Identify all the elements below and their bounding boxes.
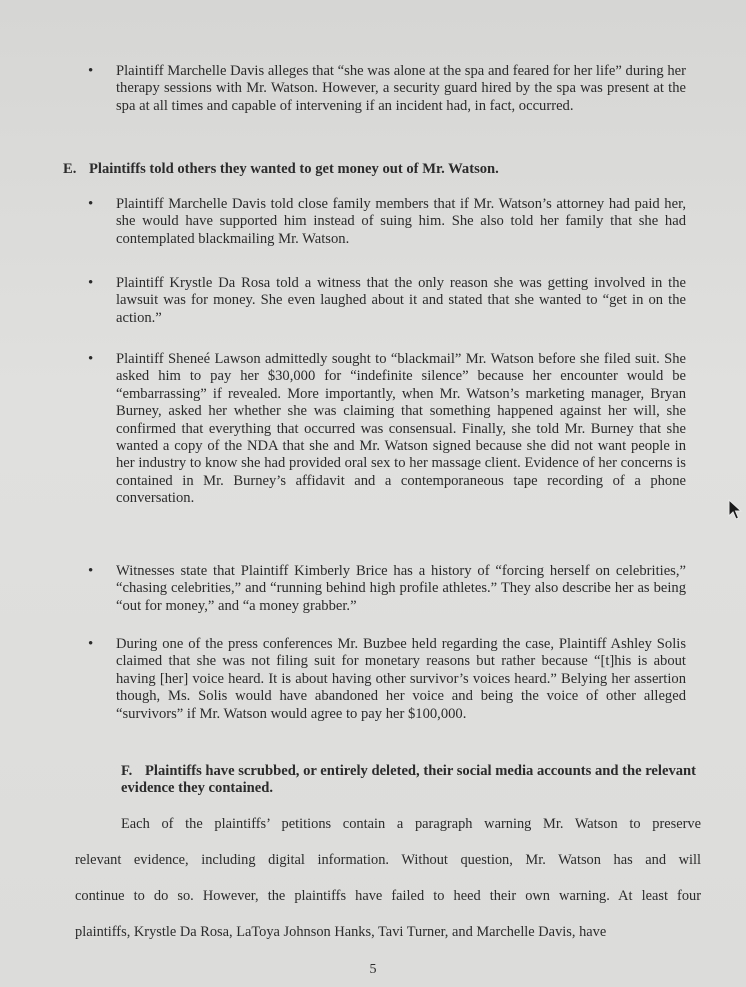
- paragraph-line: relevant evidence, including digital information. Without question, Mr. Watson has and will: [75, 852, 701, 868]
- bullet-icon: •: [88, 196, 94, 212]
- page-number: 5: [369, 962, 377, 977]
- list-item: [88, 351, 686, 508]
- list-item: [88, 63, 686, 115]
- list-item: [88, 563, 686, 615]
- bullet-text: During one of the press conferences Mr. Buzbee held regarding the case, Plaintiff Ashley Solis claimed that she was not filing suit for monetary reasons but rather because “[t]his is about having [her] voice heard. It is about having other survivor’s voices heard.” Belying her assertion though, Ms. Solis would have abandoned her voice and being the voice of other alleged “survivors” if Mr. Watson would agree to pay her $100,000.: [116, 636, 686, 722]
- paragraph-line: plaintiffs, Krystle Da Rosa, LaToya Johnson Hanks, Tavi Turner, and Marchelle Davis, have: [75, 924, 607, 940]
- section-title: Plaintiffs have scrubbed, or entirely deleted, their social media accounts and the relevant evidence they contained.: [121, 763, 697, 797]
- bullet-icon: •: [88, 351, 94, 367]
- mouse-pointer-icon: [728, 499, 744, 521]
- section-letter: E.: [63, 161, 77, 177]
- list-item: [88, 196, 686, 248]
- bullet-icon: •: [88, 636, 94, 652]
- list-item: [88, 275, 686, 327]
- section-letter: F.: [121, 763, 133, 779]
- section-title: Plaintiffs told others they wanted to get money out of Mr. Watson.: [89, 161, 499, 177]
- bullet-text: Plaintiff Marchelle Davis alleges that “she was alone at the spa and feared for her life” during her therapy sessions with Mr. Watson. However, a security guard hired by the spa was present at the spa at all times and capable of intervening if an incident had, in fact, occurred.: [116, 63, 686, 114]
- bullet-text: Plaintiff Sheneé Lawson admittedly sought to “blackmail” Mr. Watson before she filed suit. She asked him to pay her $30,000 for “indefinite silence” because her encounter would be “embarrassing” if revealed. More importantly, when Mr. Watson’s marketing manager, Bryan Burney, asked her whether she was claiming that something happened against her will, she confirmed that everything that occurred was consensual. Finally, she told Mr. Burney that she wanted a copy of the NDA that she and Mr. Watson signed because she did not want people in her industry to know she had provided oral sex to her massage client. Evidence of her concerns is contained in Mr. Burney’s affidavit and a contemporaneous tape recording of a phone conversation.: [116, 351, 686, 507]
- section-heading-f: [121, 763, 706, 798]
- paragraph-line: Each of the plaintiffs’ petitions contain a paragraph warning Mr. Watson to preserve: [121, 816, 701, 832]
- section-heading-e: [63, 161, 499, 178]
- bullet-icon: •: [88, 63, 94, 79]
- bullet-icon: •: [88, 563, 94, 579]
- bullet-text: Plaintiff Marchelle Davis told close family members that if Mr. Watson’s attorney had paid her, she would have supported him instead of suing him. She also told her family that she had contemplated blackmailing Mr. Watson.: [116, 196, 686, 247]
- list-item: [88, 636, 686, 723]
- bullet-text: Plaintiff Krystle Da Rosa told a witness that the only reason she was getting involved in the lawsuit was for money. She even laughed about it and stated that she wanted to “get in on the action.”: [116, 275, 686, 326]
- paragraph-line: continue to do so. However, the plaintiffs have failed to heed their own warning. At least four: [75, 888, 701, 904]
- bullet-icon: •: [88, 275, 94, 291]
- bullet-text: Witnesses state that Plaintiff Kimberly Brice has a history of “forcing herself on celebrities,” “chasing celebrities,” and “running behind high profile athletes.” They also describe her as being “out for money,” and “a money grabber.”: [116, 563, 686, 614]
